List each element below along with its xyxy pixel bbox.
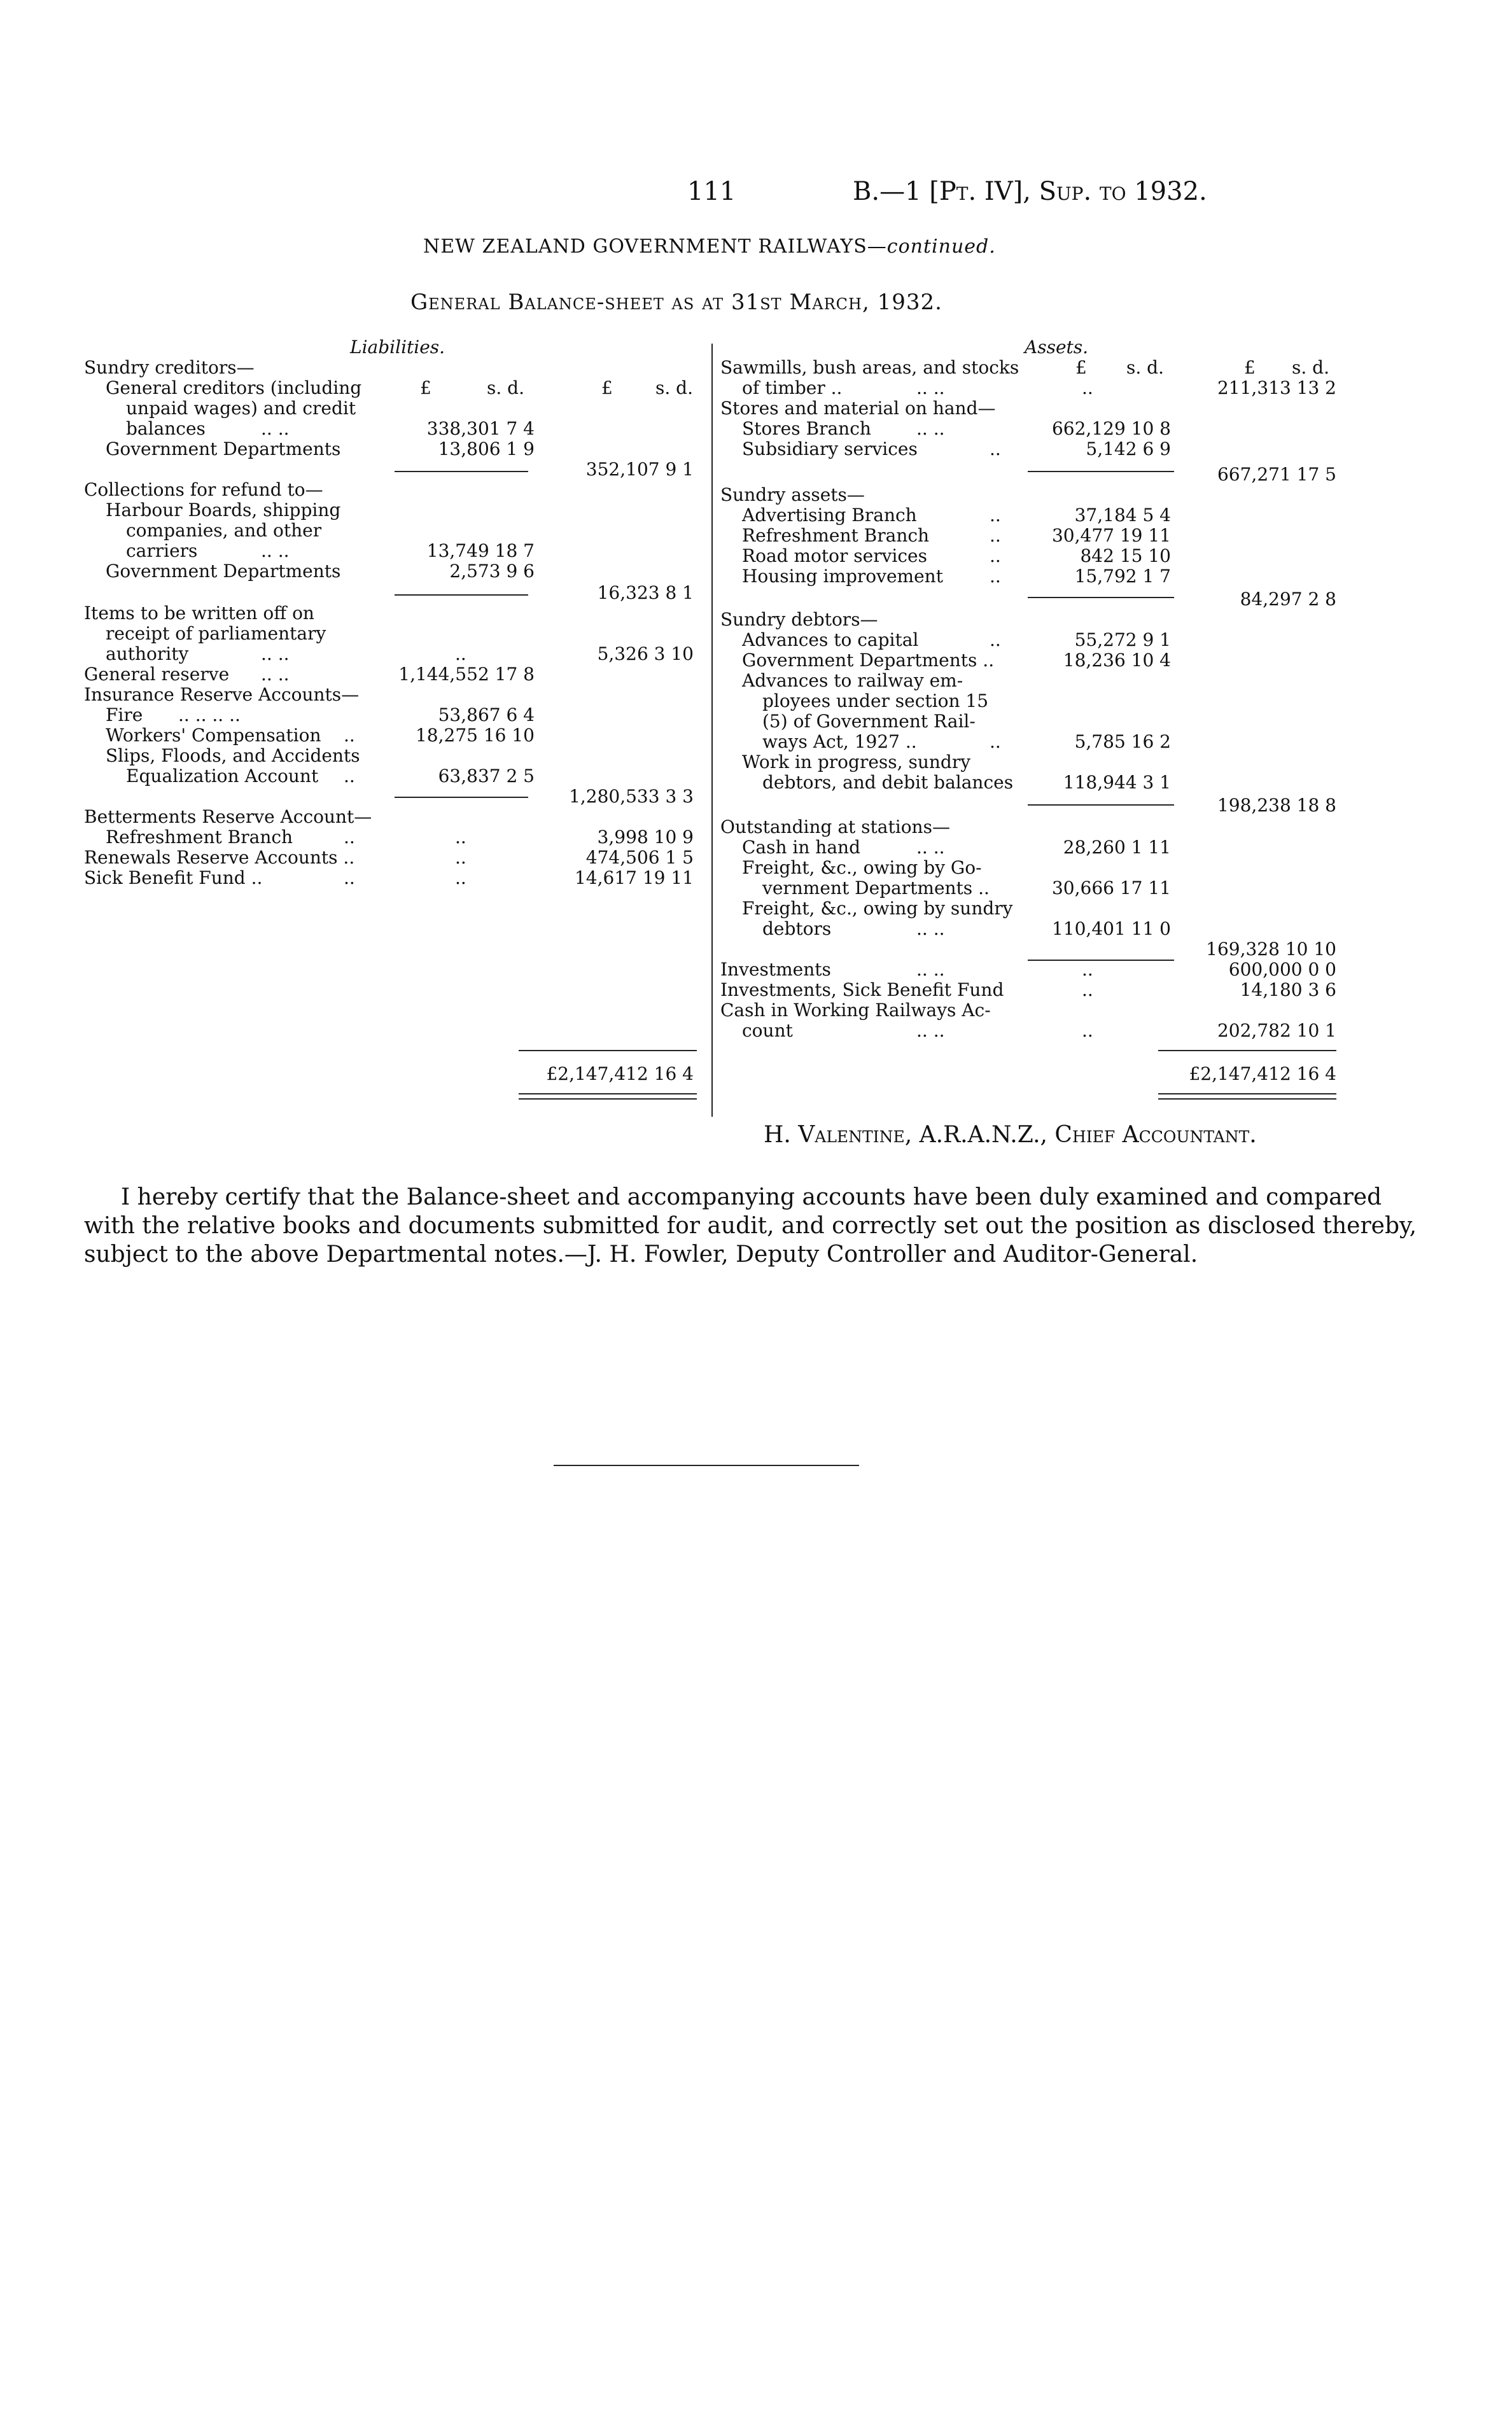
asset-fr1-amount: 30,666 17 11 [1051, 877, 1171, 898]
asset-adv-line4: ways Act, 1927 .. [762, 731, 917, 752]
asset-sundry-assets: Sundry assets— [720, 484, 865, 505]
column-divider [711, 344, 713, 1117]
asset-sundry-debtors: Sundry debtors— [720, 609, 878, 630]
rule [519, 1098, 697, 1100]
asset-fr2-line2: debtors [762, 918, 832, 939]
asset-ab-label: Advertising Branch [742, 505, 917, 526]
liab-items-total: 5,326 3 10 [597, 643, 694, 664]
asset-stores: Stores and material on hand— [720, 398, 996, 419]
asset-sb-label: Stores Branch [742, 418, 871, 439]
asset-ss-label: Subsidiary services [742, 438, 918, 459]
signature: H. Valentine, A.R.A.N.Z., Chief Accountant. [764, 1122, 1257, 1148]
asset-cwr-total: 202,782 10 1 [1217, 1020, 1336, 1041]
liab-gr-amount: 1,144,552 17 8 [398, 664, 535, 685]
liab-rra-label: Renewals Reserve Accounts .. [84, 847, 355, 868]
rule [1028, 471, 1174, 472]
liab-rb-label: Refreshment Branch [106, 827, 293, 848]
liab-gc-line1: General creditors (including [106, 377, 362, 398]
liab-wc-amount: 18,275 16 10 [415, 725, 535, 746]
liab-col-sd-1: s. d. [487, 377, 524, 398]
liab-rra-total: 474,506 1 5 [585, 847, 694, 868]
asset-hi-dots: .. [990, 566, 1001, 587]
asset-wip-line1: Work in progress, sundry [742, 751, 971, 772]
liab-sbf-total: 14,617 19 11 [574, 867, 694, 888]
asset-rfb-amount: 30,477 19 11 [1051, 525, 1171, 546]
asset-sd-total: 198,238 18 8 [1217, 795, 1336, 816]
liab-items-line1: Items to be written off on [84, 603, 314, 624]
asset-rfb-label: Refreshment Branch [742, 525, 930, 546]
asset-atc-dots: .. [990, 629, 1001, 650]
asset-adv-dots: .. [990, 731, 1001, 752]
asset-col-pound-1: £ [1075, 357, 1087, 378]
asset-gd-label: Government Departments .. [742, 650, 995, 671]
liab-ins-total: 1,280,533 3 3 [569, 786, 694, 807]
asset-fr1-line2: vernment Departments .. [762, 877, 990, 898]
asset-inv-mid: .. [1082, 959, 1093, 980]
section-title: NEW ZEALAND GOVERNMENT RAILWAYS—continued. [423, 235, 996, 258]
rule [1028, 804, 1174, 806]
asset-stores-total: 667,271 17 5 [1217, 464, 1336, 485]
asset-gd-amount: 18,236 10 4 [1063, 650, 1171, 671]
asset-cih-label: Cash in hand [742, 837, 860, 858]
liab-items-line3: authority [106, 643, 189, 664]
asset-cwr-mid: .. [1082, 1020, 1093, 1041]
asset-sb-amount: 662,129 10 8 [1051, 418, 1171, 439]
liab-col-total: 16,323 8 1 [597, 582, 694, 603]
asset-wip-amount: 118,944 3 1 [1063, 772, 1171, 793]
liab-gd1-label: Government Departments [106, 438, 341, 459]
asset-saw-line2: of timber .. [742, 377, 843, 398]
liab-grand-total: £2,147,412 16 4 [546, 1063, 694, 1084]
liab-gd2-label: Government Departments [106, 561, 341, 582]
asset-grand-total: £2,147,412 16 4 [1189, 1063, 1336, 1084]
liab-rb-dots: .. [344, 827, 355, 848]
liab-ira: Insurance Reserve Accounts— [84, 684, 360, 705]
asset-fr2-line1: Freight, &c., owing by sundry [742, 898, 1013, 919]
asset-inv-label: Investments [720, 959, 831, 980]
asset-atc-amount: 55,272 9 1 [1074, 629, 1171, 650]
liab-fire-amount: 53,867 6 4 [438, 704, 535, 725]
asset-adv-line1: Advances to railway em- [742, 670, 963, 691]
asset-ab-dots: .. [990, 505, 1001, 526]
liab-rb-total: 3,998 10 9 [597, 827, 694, 848]
asset-col-sd-2: s. d. [1292, 357, 1329, 378]
asset-inv-total: 600,000 0 0 [1228, 959, 1336, 980]
assets-heading: Assets. [1025, 337, 1089, 358]
liab-sl-line1: Slips, Floods, and Accidents [106, 745, 360, 766]
asset-cih-amount: 28,260 1 11 [1063, 837, 1171, 858]
asset-cih-dots: .. .. [916, 837, 945, 858]
asset-inv-dots: .. .. [916, 959, 945, 980]
liab-gr-dots: .. .. [261, 664, 290, 685]
asset-cwr-line1: Cash in Working Railways Ac- [720, 1000, 991, 1021]
closing-rule [554, 1465, 859, 1466]
liab-sbf-dots: .. [344, 867, 355, 888]
rule [1028, 960, 1174, 961]
rule [395, 471, 528, 472]
liab-wc-dots: .. [344, 725, 355, 746]
liab-sl-amount: 63,837 2 5 [438, 765, 535, 786]
liab-bra: Betterments Reserve Account— [84, 806, 372, 827]
liab-col-pound-1: £ [420, 377, 431, 398]
liab-items-line2: receipt of parliamentary [106, 623, 326, 644]
certificate-line-3: subject to the above Departmental notes.—J. H. Fowler, Deputy Controller and Auditor-General. [84, 1241, 1198, 1268]
asset-ss-amount: 5,142 6 9 [1086, 438, 1171, 459]
liab-fire-dots: .. .. .. .. [178, 704, 241, 725]
asset-fr1-line1: Freight, &c., owing by Go- [742, 857, 982, 878]
certificate-line-2: with the relative books and documents submitted for audit, and correctly set out the position as disclosed thereby, [84, 1213, 1417, 1239]
rule [1158, 1050, 1336, 1051]
asset-sa-total: 84,297 2 8 [1240, 589, 1336, 610]
asset-saw-mid: .. [1082, 377, 1093, 398]
asset-wip-line2: debtors, and debit balances [762, 772, 1014, 793]
asset-rms-amount: 842 15 10 [1080, 545, 1171, 566]
liab-collections: Collections for refund to— [84, 479, 323, 500]
rule [519, 1050, 697, 1051]
asset-os-total: 169,328 10 10 [1206, 939, 1336, 960]
liab-gr-label: General reserve [84, 664, 230, 685]
liab-col-pound-2: £ [601, 377, 613, 398]
asset-fr2-amount: 110,401 11 0 [1051, 918, 1171, 939]
rule [395, 797, 528, 798]
liab-hb-line3: carriers [126, 540, 198, 561]
page-number: 111 [687, 177, 736, 206]
sheet-title: General Balance-sheet as at 31st March, 1932. [410, 290, 942, 315]
liab-sc-total: 352,107 9 1 [585, 459, 694, 480]
liab-gc-line3: balances [126, 418, 206, 439]
asset-ss-dots: .. [990, 438, 1001, 459]
asset-rms-dots: .. [990, 545, 1001, 566]
asset-adv-line3: (5) of Government Rail- [762, 711, 976, 732]
liab-items-mid: .. [455, 643, 466, 664]
asset-isb-total: 14,180 3 6 [1240, 979, 1336, 1000]
asset-col-sd-1: s. d. [1126, 357, 1164, 378]
asset-ab-amount: 37,184 5 4 [1074, 505, 1171, 526]
liab-col-sd-2: s. d. [655, 377, 693, 398]
liab-items-dots: .. .. [261, 643, 290, 664]
asset-isb-mid: .. [1082, 979, 1093, 1000]
liab-gc-amount: 338,301 7 4 [426, 418, 535, 439]
asset-saw-dots: .. .. [916, 377, 945, 398]
liab-hb-line2: companies, and other [126, 520, 322, 541]
asset-saw-line1: Sawmills, bush areas, and stocks [720, 357, 1019, 378]
liab-sl-dots: .. [344, 765, 355, 786]
asset-saw-total: 211,313 13 2 [1217, 377, 1336, 398]
liab-gd1-amount: 13,806 1 9 [438, 438, 535, 459]
asset-fr2-dots: .. .. [916, 918, 945, 939]
liabilities-heading: Liabilities. [350, 337, 445, 358]
asset-rfb-dots: .. [990, 525, 1001, 546]
certificate-line-1: I hereby certify that the Balance-sheet and accompanying accounts have been duly examined and compared [121, 1184, 1382, 1210]
liab-sbf-mid: .. [455, 867, 466, 888]
liab-rb-mid: .. [455, 827, 466, 848]
rule [1158, 1098, 1336, 1100]
rule [519, 1093, 697, 1094]
liab-gc-dots: .. .. [261, 418, 290, 439]
rule [1158, 1093, 1336, 1094]
rule [395, 594, 528, 596]
liab-sbf-label: Sick Benefit Fund .. [84, 867, 263, 888]
liab-sundry-creditors: Sundry creditors— [84, 357, 255, 378]
asset-atc-label: Advances to capital [742, 629, 919, 650]
rule [1028, 597, 1174, 598]
liab-sl-line2: Equalization Account [126, 765, 319, 786]
liab-hb-amount: 13,749 18 7 [426, 540, 535, 561]
liab-hb-dots: .. .. [261, 540, 290, 561]
asset-cwr-line2: count [742, 1020, 793, 1041]
liab-gc-line2: unpaid wages) and credit [126, 398, 356, 419]
asset-rms-label: Road motor services [742, 545, 927, 566]
asset-adv-line2: ployees under section 15 [762, 690, 989, 711]
asset-hi-label: Housing improvement [742, 566, 943, 587]
asset-isb-label: Investments, Sick Benefit Fund [720, 979, 1004, 1000]
asset-hi-amount: 15,792 1 7 [1074, 566, 1171, 587]
asset-adv-amount: 5,785 16 2 [1074, 731, 1171, 752]
asset-col-pound-2: £ [1244, 357, 1256, 378]
liab-gd2-amount: 2,573 9 6 [449, 561, 535, 582]
liab-fire-label: Fire [106, 704, 143, 725]
asset-outstanding: Outstanding at stations— [720, 816, 950, 837]
liab-wc-label: Workers' Compensation [106, 725, 321, 746]
liab-hb-line1: Harbour Boards, shipping [106, 500, 341, 521]
asset-sb-dots: .. .. [916, 418, 945, 439]
document-reference: B.—1 [Pt. IV], Sup. to 1932. [853, 177, 1207, 206]
liab-rra-mid: .. [455, 847, 466, 868]
asset-cwr-dots: .. .. [916, 1020, 945, 1041]
